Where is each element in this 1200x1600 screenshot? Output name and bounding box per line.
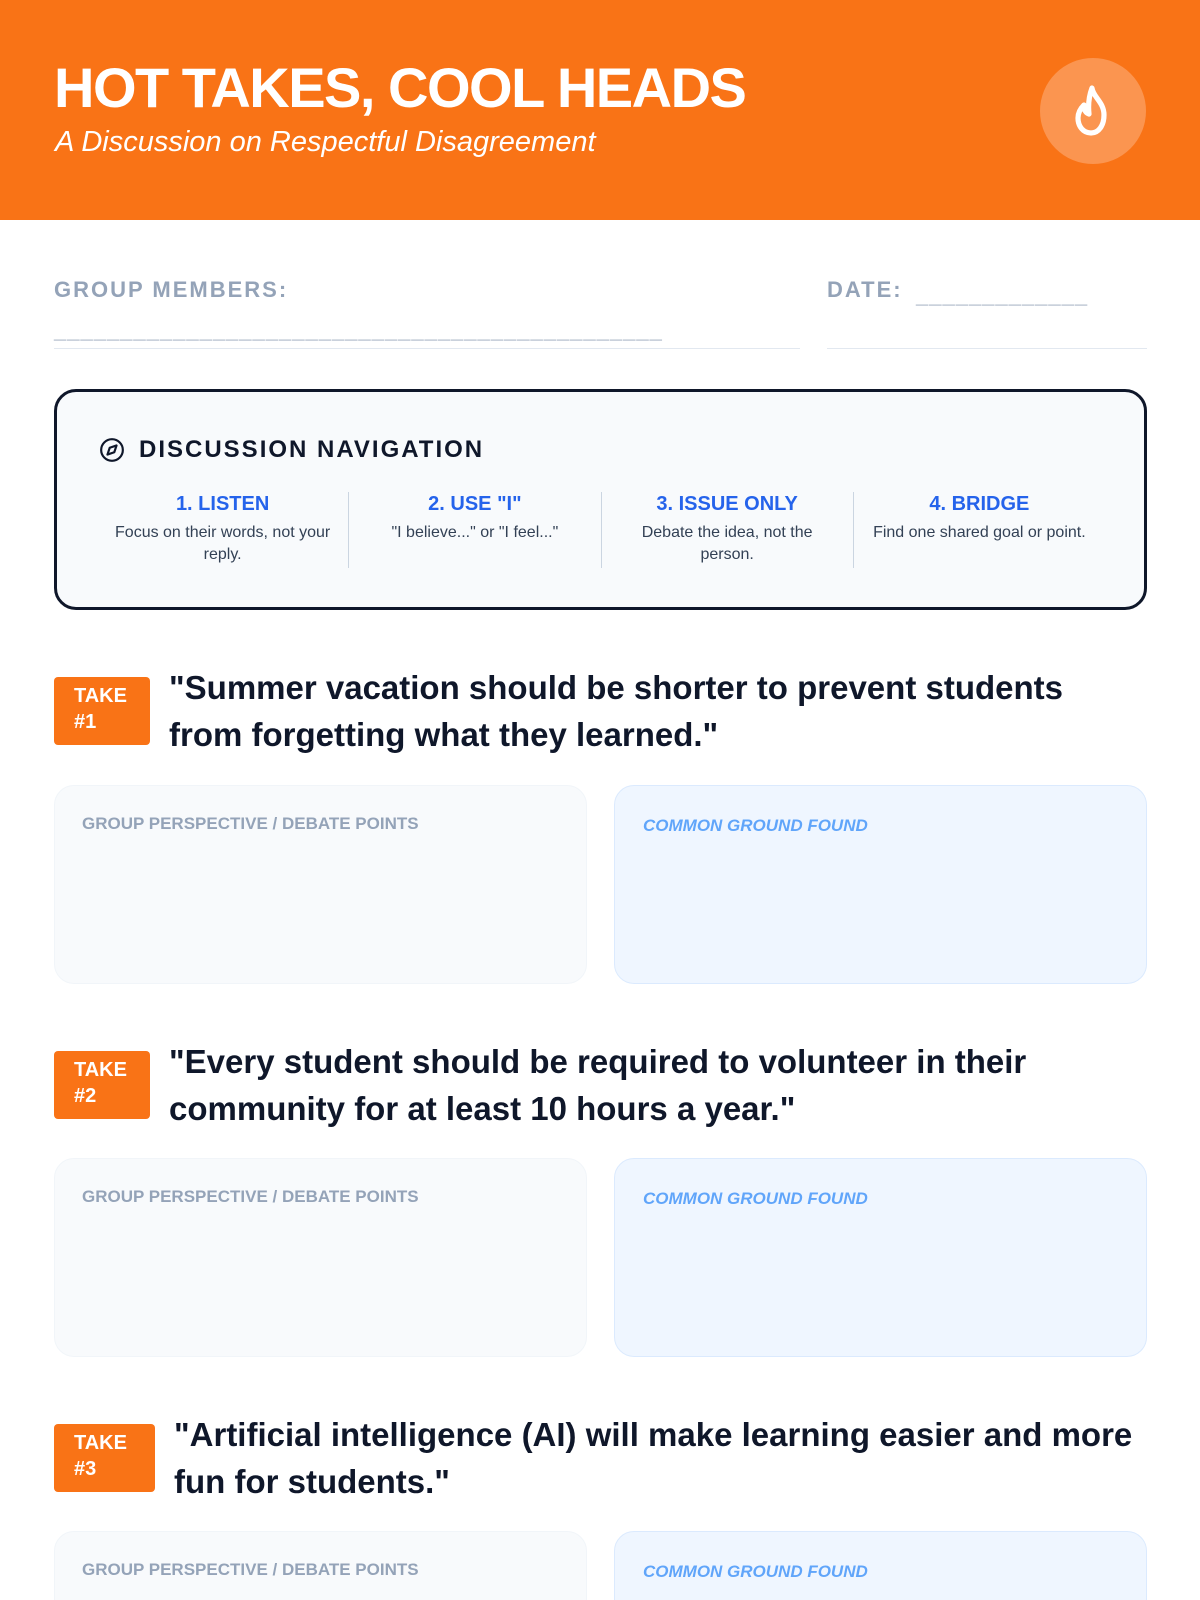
- nav-step-bridge: [853, 492, 1105, 568]
- nav-step-title: 1. LISTEN: [175, 493, 270, 515]
- common-ground-panel-1[interactable]: [614, 785, 1147, 984]
- compass-icon: [99, 437, 125, 463]
- nav-step-listen: [97, 492, 348, 568]
- page-title: HOT TAKES, COOL HEADS: [54, 56, 746, 119]
- common-ground-panel-3[interactable]: [614, 1531, 1147, 1600]
- take-badge-number: #2: [74, 1085, 97, 1107]
- take-statement-3: "Artificial intelligence (AI) will make learning easier and more fun for students.": [174, 1416, 1133, 1500]
- nav-step-desc: Find one shared goal or point.: [873, 524, 1086, 541]
- nav-step-title: 4. BRIDGE: [929, 493, 1030, 515]
- take-statement-2: "Every student should be required to volunteer in their community for at least 10 hours a year.": [169, 1043, 1027, 1127]
- nav-step-desc: "I believe..." or "I feel...": [391, 524, 559, 541]
- group-perspective-panel-3[interactable]: [54, 1531, 587, 1600]
- take-badge-label: TAKE: [74, 685, 127, 707]
- group-perspective-label: GROUP PERSPECTIVE / DEBATE POINTS: [82, 814, 419, 833]
- nav-step-title: 3. ISSUE ONLY: [656, 493, 798, 515]
- nav-step-desc: Focus on their words, not your reply.: [115, 524, 331, 563]
- navigation-heading: [99, 436, 484, 464]
- group-members-label: GROUP MEMBERS:: [54, 277, 289, 302]
- date-label: DATE:: [827, 277, 903, 302]
- take-badge-number: #3: [74, 1458, 97, 1480]
- group-perspective-label: GROUP PERSPECTIVE / DEBATE POINTS: [82, 1187, 419, 1206]
- take-statement-1: "Summer vacation should be shorter to prevent students from forgetting what they learned.": [169, 669, 1063, 753]
- group-members-line[interactable]: ______________________________________________: [54, 318, 663, 343]
- common-ground-label: COMMON GROUND FOUND: [643, 1189, 868, 1208]
- take-badge-label: TAKE: [74, 1432, 127, 1454]
- nav-step-title: 2. USE "I": [428, 493, 522, 515]
- date-line[interactable]: _____________: [916, 283, 1089, 308]
- nav-step-desc: Debate the idea, not the person.: [641, 524, 813, 563]
- discussion-navigation-box: [54, 389, 1147, 610]
- nav-step-use-i: [348, 492, 600, 568]
- common-ground-panel-2[interactable]: [614, 1158, 1147, 1357]
- common-ground-label: COMMON GROUND FOUND: [643, 1562, 868, 1581]
- date-rule: [827, 348, 1147, 349]
- take-badge-1: [54, 677, 150, 745]
- take-badge-2: [54, 1051, 150, 1119]
- navigation-title: DISCUSSION NAVIGATION: [139, 436, 485, 463]
- flame-badge: [1040, 58, 1146, 164]
- take-badge-number: #1: [74, 711, 97, 733]
- common-ground-label: COMMON GROUND FOUND: [643, 816, 868, 835]
- page-subtitle: A Discussion on Respectful Disagreement: [55, 126, 596, 158]
- group-perspective-panel-2[interactable]: [54, 1158, 587, 1357]
- group-perspective-panel-1[interactable]: [54, 785, 587, 984]
- page-header: [0, 0, 1200, 220]
- group-members-rule: [54, 348, 800, 349]
- nav-step-issue-only: [601, 492, 853, 568]
- flame-icon: [1068, 83, 1118, 139]
- take-badge-label: TAKE: [74, 1059, 127, 1081]
- group-perspective-label: GROUP PERSPECTIVE / DEBATE POINTS: [82, 1560, 419, 1579]
- take-badge-3: [54, 1424, 155, 1492]
- navigation-steps: [97, 492, 1105, 568]
